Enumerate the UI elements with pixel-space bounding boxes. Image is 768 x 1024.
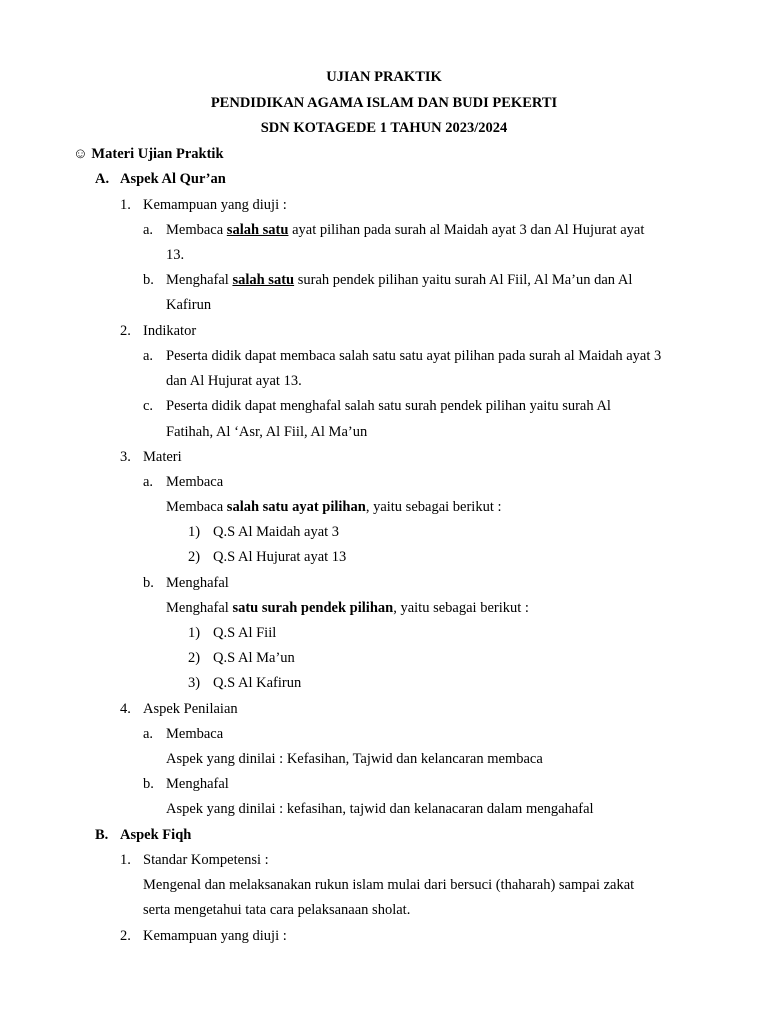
a2c-text-cont: Fatihah, Al ‘Asr, Al Fiil, Al Ma’un [166, 424, 368, 440]
b2-marker: 2. [120, 928, 131, 944]
a3b-marker: b. [143, 575, 154, 591]
a4a-text: Aspek yang dinilai : Kefasihan, Tajwid dan kelancaran membaca [166, 751, 543, 767]
a4b-label: Menghafal [166, 776, 229, 792]
a2c-text: Peserta didik dapat menghafal salah satu surah pendek pilihan yaitu surah Al [166, 398, 611, 414]
a4a-label: Membaca [166, 726, 224, 742]
a1b-text: Menghafal salah satu surah pendek pilihan yaitu surah Al Fiil, Al Ma’un dan Al [166, 272, 633, 288]
b1-text: Mengenal dan melaksanakan rukun islam mulai dari bersuci (thaharah) sampai zakat [143, 877, 635, 893]
a2c-marker: c. [143, 398, 154, 414]
a1a-text-cont: 13. [166, 247, 185, 263]
a2a-marker: a. [143, 348, 154, 364]
a3a-label: Membaca [166, 474, 224, 490]
a2a-text-cont: dan Al Hujurat ayat 13. [166, 373, 302, 389]
a1a-text: Membaca salah satu ayat pilihan pada surah al Maidah ayat 3 dan Al Hujurat ayat [166, 222, 645, 238]
a1-label: Kemampuan yang diuji : [143, 197, 287, 213]
emphasis-salah-satu-2: salah satu [232, 272, 295, 288]
doc-subject: PENDIDIKAN AGAMA ISLAM DAN BUDI PEKERTI [210, 95, 558, 111]
doc-title: UJIAN PRAKTIK [326, 69, 442, 85]
a2a-text: Peserta didik dapat membaca salah satu satu ayat pilihan pada surah al Maidah ayat 3 [166, 348, 662, 364]
a3b-label: Menghafal [166, 575, 229, 591]
a2-label: Indikator [143, 323, 197, 339]
a3b-desc: Menghafal satu surah pendek pilihan, yaitu sebagai berikut : [166, 600, 529, 616]
list-item: 2) Q.S Al Ma’un [188, 650, 295, 666]
a1a-marker: a. [143, 222, 154, 238]
a1b-text-cont: Kafirun [166, 297, 212, 313]
doc-school: SDN KOTAGEDE 1 TAHUN 2023/2024 [260, 120, 508, 136]
section-b-title: Aspek Fiqh [120, 827, 192, 843]
b2-label: Kemampuan yang diuji : [143, 928, 287, 944]
b1-label: Standar Kompetensi : [143, 852, 269, 868]
section-a-marker: A. [95, 171, 110, 187]
a4b-text: Aspek yang dinilai : kefasihan, tajwid dan kelanacaran dalam mengahafal [166, 801, 594, 817]
b1-marker: 1. [120, 852, 131, 868]
a3-label: Materi [143, 449, 182, 465]
a3a-marker: a. [143, 474, 154, 490]
list-item: 2) Q.S Al Hujurat ayat 13 [188, 549, 347, 565]
list-item: 1) Q.S Al Maidah ayat 3 [188, 524, 340, 540]
a4a-marker: a. [143, 726, 154, 742]
a1-marker: 1. [120, 197, 131, 213]
list-item: 1) Q.S Al Fiil [188, 625, 277, 641]
emphasis-ayat-pilihan: salah satu ayat pilihan [226, 499, 366, 515]
emphasis-salah-satu: salah satu [226, 222, 289, 238]
a3-marker: 3. [120, 449, 131, 465]
a1b-marker: b. [143, 272, 154, 288]
section-b-marker: B. [95, 827, 109, 843]
a4b-marker: b. [143, 776, 154, 792]
list-item: 3) Q.S Al Kafirun [188, 675, 302, 691]
emphasis-surah-pendek: satu surah pendek pilihan [232, 600, 394, 616]
section-a-title: Aspek Al Qur’an [120, 171, 226, 187]
a4-label: Aspek Penilaian [143, 701, 238, 717]
materi-heading: ☺ Materi Ujian Praktik [73, 146, 224, 162]
a2-marker: 2. [120, 323, 131, 339]
b1-text-cont: serta mengetahui tata cara pelaksanaan sholat. [143, 902, 411, 918]
a4-marker: 4. [120, 701, 131, 717]
a3a-desc: Membaca salah satu ayat pilihan, yaitu sebagai berikut : [166, 499, 502, 515]
